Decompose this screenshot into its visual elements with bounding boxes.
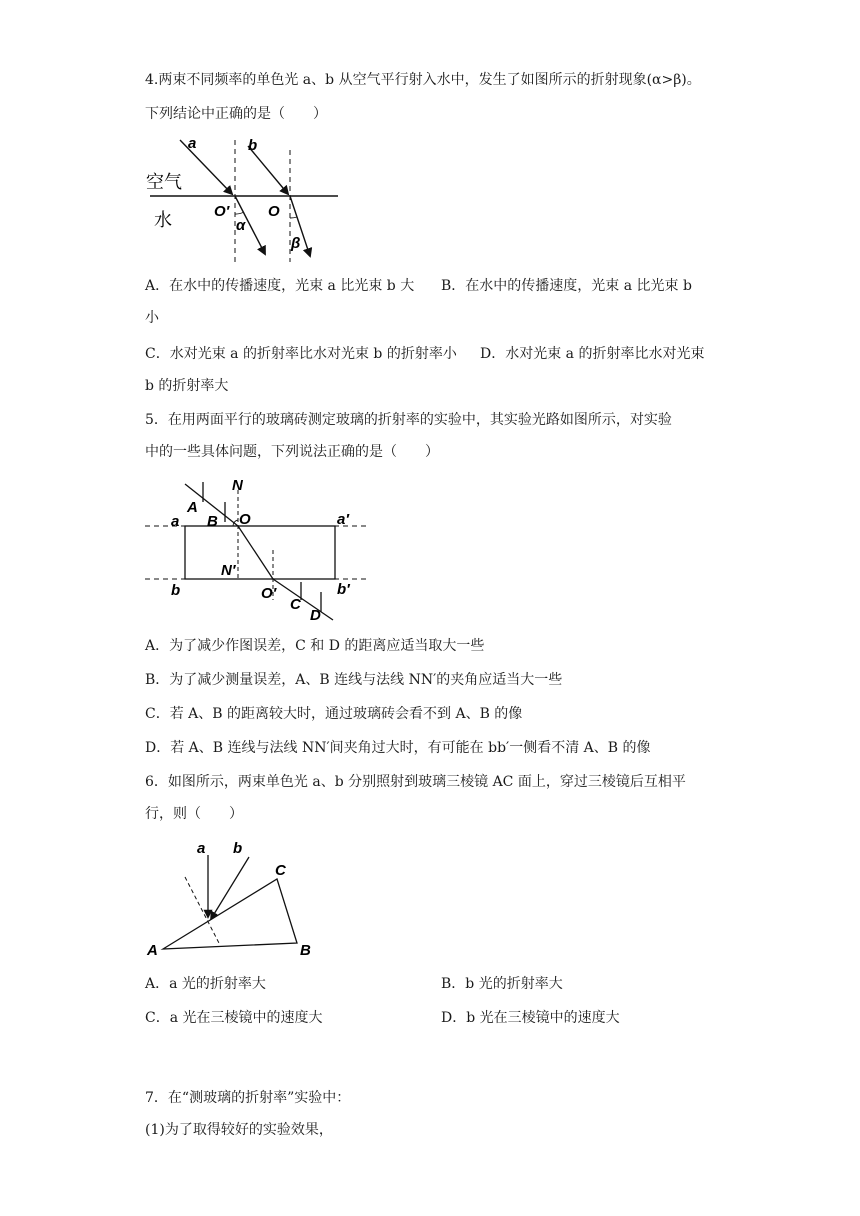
q5-option-d: D．若 A、B 连线与法线 NN′间夹角过大时，有可能在 bb′一侧看不清 A、B 的像 [145, 740, 651, 756]
q4-option-d: D．水对光束 a 的折射率比水对光束 [480, 346, 705, 362]
q5-option-a: A．为了减少作图误差，C 和 D 的距离应适当取大一些 [145, 638, 485, 654]
q6-option-d: D．b 光在三棱镜中的速度大 [441, 1010, 620, 1026]
q5-stem-line1: 5．在用两面平行的玻璃砖测定玻璃的折射率的实验中，其实验光路如图所示，对实验 [145, 412, 672, 428]
q5-option-c: C．若 A、B 的距离较大时，通过玻璃砖会看不到 A、B 的像 [145, 706, 523, 722]
q6-label-a: a [197, 840, 206, 857]
q5-label-O: O [239, 511, 251, 528]
q5-label-N: N [232, 477, 243, 494]
q5-glass-slab [185, 526, 335, 579]
q6-normal-line [185, 877, 220, 945]
q5-label-A: A [187, 499, 198, 516]
q6-option-b: B．b 光的折射率大 [441, 976, 563, 992]
q4-option-a: A．在水中的传播速度，光束 a 比光束 b 大 [145, 278, 415, 294]
q5-label-b: b [171, 582, 181, 599]
q4-label-alpha: α [236, 217, 246, 234]
q6-label-C: C [275, 862, 286, 879]
q5-glass-slab-figure [145, 470, 375, 630]
q5-label-a1: a′ [337, 511, 349, 528]
q4-label-b: b [248, 137, 258, 154]
q5-label-B: B [207, 513, 218, 530]
q4-option-b-continued: 小 [145, 310, 159, 326]
q6-option-a: A．a 光的折射率大 [145, 976, 266, 992]
q4-label-O: O [268, 203, 280, 220]
q4-stem-line2: 下列结论中正确的是（ ） [145, 106, 327, 122]
q4-label-air: 空气 [146, 172, 182, 193]
q5-emergent-ray [273, 579, 333, 620]
q5-label-O1: O′ [261, 585, 277, 602]
q4-refraction-figure [140, 132, 350, 267]
q4-option-b: B．在水中的传播速度，光束 a 比光束 b [441, 278, 692, 294]
q6-label-B: B [300, 942, 311, 959]
q4-label-water: 水 [154, 210, 172, 231]
q5-label-a: a [171, 513, 180, 530]
q4-label-beta: β [291, 235, 301, 252]
q6-stem-line1: 6．如图所示，两束单色光 a、b 分别照射到玻璃三棱镜 AC 面上，穿过三棱镜后互相平 [145, 774, 686, 790]
q6-prism-figure [145, 835, 320, 960]
q4-option-d-continued: b 的折射率大 [145, 378, 229, 394]
q7-stem-line2: (1)为了取得较好的实验效果， [145, 1122, 333, 1138]
q5-label-C: C [290, 596, 301, 613]
q5-refracted-ray [238, 526, 273, 579]
q6-stem-line2: 行，则（ ） [145, 806, 243, 822]
q6-prism-ABC [163, 879, 297, 949]
q4-label-O1: O′ [214, 203, 230, 220]
q4-stem-line1: 4.两束不同频率的单色光 a、b 从空气平行射入水中，发生了如图所示的折射现象(α>β)。 [145, 72, 701, 88]
q7-stem-line1: 7．在“测玻璃的折射率”实验中： [145, 1090, 351, 1106]
q6-label-A: A [147, 942, 158, 959]
q5-label-N1: N′ [221, 562, 236, 579]
q5-stem-line2: 中的一些具体问题，下列说法正确的是（ ） [145, 444, 439, 460]
q5-label-D: D [310, 607, 321, 624]
q4-label-a: a [188, 135, 197, 152]
q4-option-c: C．水对光束 a 的折射率比水对光束 b 的折射率小 [145, 346, 457, 362]
q5-label-b1: b′ [337, 581, 350, 598]
q6-ray-b [211, 857, 249, 919]
q6-option-c: C．a 光在三棱镜中的速度大 [145, 1010, 323, 1026]
q5-option-b: B．为了减少测量误差，A、B 连线与法线 NN′的夹角应适当大一些 [145, 672, 563, 688]
q6-label-b: b [233, 840, 243, 857]
